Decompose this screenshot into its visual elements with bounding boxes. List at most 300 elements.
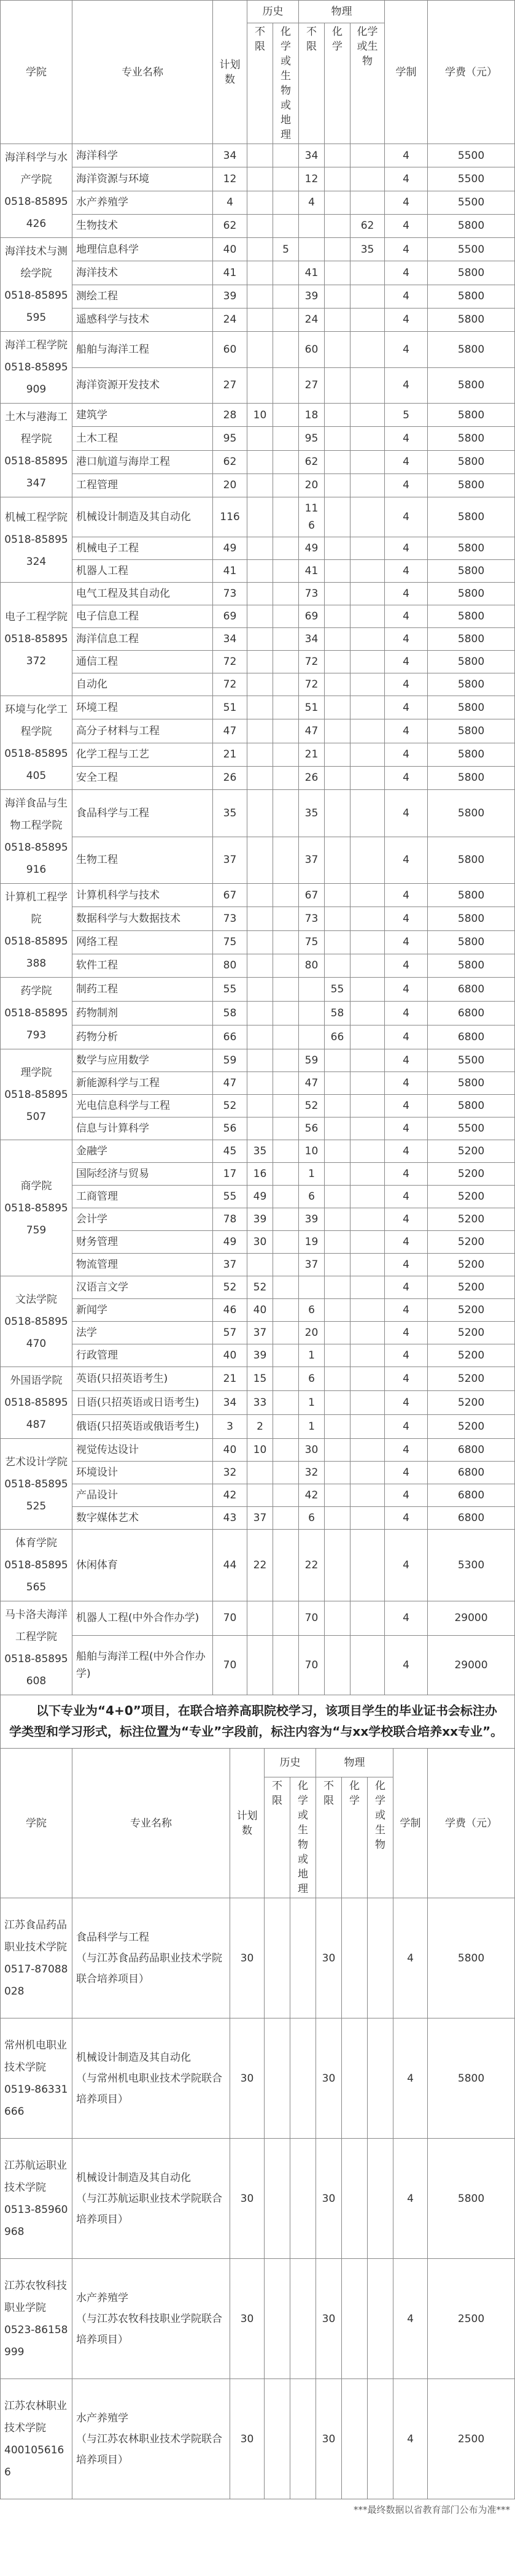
physics-chemistry: [325, 628, 350, 651]
physics-unlimited: 20: [299, 1322, 325, 1344]
duration-years: 4: [385, 1299, 428, 1322]
physics-unlimited: 72: [299, 673, 325, 696]
tuition-fee: 5200: [428, 1276, 515, 1299]
partner-college-cell: [1, 1898, 72, 2018]
duration-years: 4: [385, 560, 428, 583]
header-college: 学院: [1, 1749, 72, 1898]
physics-unlimited: 26: [299, 766, 325, 789]
physics-unlimited: 56: [299, 1117, 325, 1140]
tuition-fee: 5800: [428, 537, 515, 560]
plan-count: 30: [230, 1898, 265, 2018]
college-cell: [1, 1601, 72, 1695]
history-unlimited: [265, 2259, 290, 2379]
table-row: [1, 1072, 515, 1095]
physics-chemistry: [325, 537, 350, 560]
table-row: [1, 1601, 515, 1636]
tuition-fee: 5800: [428, 497, 515, 537]
major-name: [72, 1898, 230, 2018]
history-chem-bio-geo: [273, 560, 299, 583]
tuition-fee: 5200: [428, 1367, 515, 1391]
history-chem-bio-geo: [273, 1072, 299, 1095]
college-cell: [1, 1367, 72, 1439]
major-name: 海洋资源开发技术: [72, 367, 213, 404]
history-unlimited: 22: [247, 1530, 273, 1601]
cell-text: 机械工程学院 0518-85895324: [4, 512, 68, 568]
table-row: [1, 651, 515, 673]
table-row: [1, 930, 515, 954]
tuition-fee: 5800: [428, 930, 515, 954]
physics-chemistry: [325, 332, 350, 368]
physics-chemistry: [325, 790, 350, 837]
major-name: 自动化: [72, 673, 213, 696]
history-chem-bio-geo: [273, 1140, 299, 1163]
physics-unlimited: 69: [299, 605, 325, 628]
tuition-fee: 5800: [428, 367, 515, 404]
duration-years: 4: [385, 261, 428, 285]
plan-count: 67: [213, 884, 247, 907]
header-major: 专业名称: [72, 1, 213, 144]
duration-years: 4: [385, 1276, 428, 1299]
table-row: [1, 1140, 515, 1163]
history-chem-bio-geo: [273, 1507, 299, 1530]
tuition-fee: 5200: [428, 1415, 515, 1439]
cell-text: 文法学院 0518-85895470: [4, 1293, 68, 1350]
cell-text: 艺术设计学院 0518-85895525: [4, 1455, 68, 1512]
physics-chem-or-bio: [368, 2139, 393, 2259]
physics-chem-or-bio: [350, 144, 385, 167]
table-row: [1, 1322, 515, 1344]
tuition-fee: 5800: [428, 2139, 515, 2259]
physics-chemistry: [325, 1049, 350, 1072]
duration-years: 4: [385, 954, 428, 977]
history-unlimited: 2: [247, 1415, 273, 1439]
plan-count: 43: [213, 1507, 247, 1530]
physics-unlimited: 22: [299, 1530, 325, 1601]
physics-chem-or-bio: [350, 261, 385, 285]
plan-count: 46: [213, 1299, 247, 1322]
duration-years: 4: [385, 144, 428, 167]
joint-program-table: [0, 1748, 515, 2499]
plan-count: 60: [213, 332, 247, 368]
duration-years: 4: [385, 238, 428, 261]
duration-years: 4: [385, 628, 428, 651]
physics-unlimited: 6: [299, 1299, 325, 1322]
history-chem-bio-geo: [273, 1208, 299, 1231]
major-name: 产品设计: [72, 1484, 213, 1507]
joint-table-row: [1, 2379, 515, 2499]
duration-years: 4: [385, 1439, 428, 1462]
physics-chemistry: [325, 1391, 350, 1415]
duration-years: 4: [385, 167, 428, 191]
major-name: 遥感科学与技术: [72, 308, 213, 331]
physics-chem-or-bio: [350, 308, 385, 331]
physics-chemistry: [325, 367, 350, 404]
tuition-fee: 5200: [428, 1140, 515, 1163]
college-cell: [1, 696, 72, 790]
table-row: [1, 673, 515, 696]
history-unlimited: 37: [247, 1322, 273, 1344]
cell-text: 海洋食品与生物工程学院 0518-85895916: [4, 797, 68, 876]
table-row: [1, 427, 515, 450]
physics-unlimited: 41: [299, 560, 325, 583]
duration-years: 4: [385, 605, 428, 628]
history-unlimited: [247, 560, 273, 583]
duration-years: 4: [385, 1530, 428, 1601]
physics-chemistry: [325, 837, 350, 884]
history-chem-bio-geo: [273, 1462, 299, 1484]
major-name: 法学: [72, 1322, 213, 1344]
college-cell: [1, 497, 72, 583]
physics-chemistry: [325, 719, 350, 743]
physics-chemistry: [325, 1507, 350, 1530]
physics-chem-or-bio: [350, 884, 385, 907]
physics-chemistry: [325, 673, 350, 696]
plan-count: 30: [230, 2018, 265, 2139]
history-chem-bio-geo: [273, 497, 299, 537]
partner-college-cell: [1, 2379, 72, 2499]
history-unlimited: [265, 2018, 290, 2139]
history-unlimited: [247, 1002, 273, 1025]
physics-chem-or-bio: [350, 167, 385, 191]
plan-count: 17: [213, 1163, 247, 1186]
physics-chemistry: [325, 560, 350, 583]
plan-count: 51: [213, 696, 247, 719]
college-cell: [1, 978, 72, 1049]
physics-chemistry: [325, 907, 350, 930]
cell-text: 食品科学与工程 （与江苏食品药品职业技术学院联合培养项目）: [76, 1931, 222, 1985]
physics-chem-or-bio: [350, 1276, 385, 1299]
tuition-fee: 5200: [428, 1186, 515, 1208]
physics-chem-or-bio: [350, 332, 385, 368]
duration-years: 4: [385, 1367, 428, 1391]
history-chem-bio-geo: [290, 2379, 316, 2499]
history-chem-bio-geo: [273, 332, 299, 368]
tuition-fee: 5800: [428, 837, 515, 884]
physics-chem-or-bio: [350, 1163, 385, 1186]
physics-unlimited: 34: [299, 144, 325, 167]
major-name: 国际经济与贸易: [72, 1163, 213, 1186]
duration-years: 4: [385, 1025, 428, 1049]
table-row: [1, 1462, 515, 1484]
duration-years: 4: [385, 1095, 428, 1117]
duration-years: 4: [385, 719, 428, 743]
plan-count: 21: [213, 1367, 247, 1391]
duration-years: 4: [385, 427, 428, 450]
tuition-fee: 5800: [428, 651, 515, 673]
table-row: [1, 214, 515, 237]
physics-chem-or-bio: [350, 743, 385, 766]
plan-count: 78: [213, 1208, 247, 1231]
duration-years: 4: [385, 1117, 428, 1140]
history-unlimited: 10: [247, 404, 273, 427]
history-unlimited: 35: [247, 1140, 273, 1163]
plan-count: 116: [213, 497, 247, 537]
tuition-fee: 5800: [428, 907, 515, 930]
header-history: 历史: [247, 1, 299, 23]
history-unlimited: [247, 497, 273, 537]
history-chem-bio-geo: [273, 1344, 299, 1367]
history-chem-bio-geo: [273, 1601, 299, 1636]
physics-chem-or-bio: [350, 766, 385, 789]
plan-count: 4: [213, 191, 247, 214]
physics-chemistry: [325, 954, 350, 977]
college-cell: [1, 583, 72, 696]
history-chem-bio-geo: [273, 1391, 299, 1415]
physics-chemistry: [325, 1095, 350, 1117]
major-name: 通信工程: [72, 651, 213, 673]
plan-count: 47: [213, 1072, 247, 1095]
physics-chem-or-bio: [350, 1002, 385, 1025]
duration-years: 4: [385, 1601, 428, 1636]
table-row: [1, 1095, 515, 1117]
physics-chem-or-bio: [350, 837, 385, 884]
physics-unlimited: 116: [299, 497, 325, 537]
header-duration: 学制: [393, 1749, 428, 1898]
duration-years: 4: [385, 308, 428, 331]
plan-count: 37: [213, 837, 247, 884]
major-name: 测绘工程: [72, 285, 213, 308]
physics-chem-or-bio: [368, 1898, 393, 2018]
plan-count: 12: [213, 167, 247, 191]
major-name: 新能源科学与工程: [72, 1072, 213, 1095]
plan-count: 34: [213, 628, 247, 651]
joint-program-notice: 以下专业为“4+0”项目，在联合培养高职院校学习，该项目学生的毕业证书会标注办学类型和学习形式，标注位置为“专业”字段前，标注内容为“与xx学校联合培养xx专业”。: [0, 1695, 515, 1748]
major-name: 计算机科学与技术: [72, 884, 213, 907]
table-row: [1, 1299, 515, 1322]
physics-chem-or-bio: [350, 1072, 385, 1095]
header-physics-unlimited: 不限: [316, 1777, 342, 1898]
physics-chemistry: [325, 605, 350, 628]
plan-count: 27: [213, 367, 247, 404]
plan-count: 34: [213, 1391, 247, 1415]
table-row: [1, 261, 515, 285]
history-chem-bio-geo: [273, 214, 299, 237]
physics-unlimited: 30: [316, 2018, 342, 2139]
plan-count: 37: [213, 1254, 247, 1276]
tuition-fee: 6800: [428, 1507, 515, 1530]
history-chem-bio-geo: [273, 308, 299, 331]
major-name: 数据科学与大数据技术: [72, 907, 213, 930]
physics-chem-or-bio: [350, 651, 385, 673]
history-unlimited: [247, 1254, 273, 1276]
major-name: 生物技术: [72, 214, 213, 237]
major-name: [72, 2379, 230, 2499]
college-cell: [1, 144, 72, 238]
physics-chem-or-bio: [350, 191, 385, 214]
physics-unlimited: 73: [299, 583, 325, 605]
major-name: 信息与计算科学: [72, 1117, 213, 1140]
history-chem-bio-geo: [273, 1439, 299, 1462]
duration-years: 4: [385, 473, 428, 497]
physics-unlimited: 30: [299, 1439, 325, 1462]
table-row: [1, 1507, 515, 1530]
history-unlimited: 30: [247, 1231, 273, 1254]
physics-chemistry: [325, 930, 350, 954]
plan-count: 52: [213, 1095, 247, 1117]
history-unlimited: 39: [247, 1208, 273, 1231]
physics-chemistry: [325, 1140, 350, 1163]
history-chem-bio-geo: [273, 404, 299, 427]
history-unlimited: [247, 907, 273, 930]
history-chem-bio-geo: [273, 1276, 299, 1299]
history-chem-bio-geo: [273, 1484, 299, 1507]
physics-chem-or-bio: [350, 1530, 385, 1601]
major-name: 药物制剂: [72, 1002, 213, 1025]
physics-chemistry: [325, 238, 350, 261]
table-row: [1, 238, 515, 261]
table-row: [1, 285, 515, 308]
physics-unlimited: 73: [299, 907, 325, 930]
plan-count: 56: [213, 1117, 247, 1140]
cell-text: 理学院 0518-85895507: [4, 1066, 68, 1123]
history-unlimited: 39: [247, 1344, 273, 1367]
physics-unlimited: 72: [299, 651, 325, 673]
plan-count: 44: [213, 1530, 247, 1601]
history-chem-bio-geo: [290, 1898, 316, 2018]
duration-years: 4: [385, 1049, 428, 1072]
history-chem-bio-geo: [273, 1299, 299, 1322]
history-unlimited: 49: [247, 1186, 273, 1208]
table-row: [1, 1415, 515, 1439]
plan-count: 21: [213, 743, 247, 766]
plan-count: 34: [213, 144, 247, 167]
table-row: [1, 1025, 515, 1049]
cell-text: 环境与化学工程学院 0518-85895405: [4, 703, 68, 782]
duration-years: 4: [385, 1415, 428, 1439]
header-college: 学院: [1, 1, 72, 144]
physics-unlimited: 30: [316, 2259, 342, 2379]
plan-count: 3: [213, 1415, 247, 1439]
physics-chem-or-bio: [350, 1601, 385, 1636]
history-unlimited: [247, 214, 273, 237]
duration-years: 4: [385, 367, 428, 404]
history-unlimited: [247, 790, 273, 837]
duration-years: 4: [385, 1231, 428, 1254]
duration-years: 4: [385, 1344, 428, 1367]
major-name: 船舶与海洋工程(中外合作办学): [72, 1635, 213, 1695]
header-fee: 学费（元）: [428, 1, 515, 144]
physics-unlimited: 80: [299, 954, 325, 977]
physics-unlimited: [299, 238, 325, 261]
physics-chem-or-bio: [350, 1635, 385, 1695]
physics-chem-or-bio: [350, 1095, 385, 1117]
history-unlimited: [247, 285, 273, 308]
table-row: [1, 332, 515, 368]
physics-chemistry: [325, 696, 350, 719]
table-row: [1, 191, 515, 214]
physics-chemistry: [325, 1254, 350, 1276]
tuition-fee: 5200: [428, 1391, 515, 1415]
table-row: [1, 1484, 515, 1507]
physics-chemistry: [325, 427, 350, 450]
tuition-fee: 5200: [428, 1208, 515, 1231]
physics-unlimited: [299, 1276, 325, 1299]
college-cell: [1, 1530, 72, 1601]
partner-college-cell: [1, 2139, 72, 2259]
college-cell: [1, 238, 72, 332]
duration-years: 4: [393, 1898, 428, 2018]
physics-chemistry: [325, 473, 350, 497]
physics-chemistry: [325, 214, 350, 237]
major-name: 休闲体育: [72, 1530, 213, 1601]
plan-count: 41: [213, 560, 247, 583]
physics-chem-or-bio: [350, 1367, 385, 1391]
duration-years: 4: [385, 1140, 428, 1163]
tuition-fee: 5500: [428, 144, 515, 167]
tuition-fee: 5800: [428, 560, 515, 583]
physics-unlimited: 6: [299, 1367, 325, 1391]
table-row: [1, 628, 515, 651]
table-row: [1, 1117, 515, 1140]
tuition-fee: 5800: [428, 743, 515, 766]
history-chem-bio-geo: [273, 743, 299, 766]
physics-chem-or-bio: [350, 583, 385, 605]
history-unlimited: [247, 1117, 273, 1140]
physics-chemistry: [325, 1117, 350, 1140]
history-chem-bio-geo: [273, 1095, 299, 1117]
physics-unlimited: [299, 1002, 325, 1025]
history-chem-bio-geo: [273, 1163, 299, 1186]
duration-years: 4: [385, 1462, 428, 1484]
physics-chemistry: [325, 1231, 350, 1254]
plan-count: 35: [213, 790, 247, 837]
table-row: [1, 404, 515, 427]
tuition-fee: 5200: [428, 1163, 515, 1186]
duration-years: 4: [385, 332, 428, 368]
physics-chem-or-bio: [350, 1254, 385, 1276]
table-row: [1, 1049, 515, 1072]
major-name: 机器人工程(中外合作办学): [72, 1601, 213, 1636]
major-name: 海洋资源与环境: [72, 167, 213, 191]
history-chem-bio-geo: [273, 884, 299, 907]
physics-chem-or-bio: [350, 1344, 385, 1367]
history-unlimited: [247, 1462, 273, 1484]
cell-text: 江苏航运职业技术学院 0513-85960968: [4, 2159, 68, 2238]
header-history-chem-bio-geo: 化学或生物或地理: [273, 23, 299, 144]
duration-years: 4: [385, 191, 428, 214]
duration-years: 4: [385, 450, 428, 473]
physics-chem-or-bio: [350, 978, 385, 1002]
physics-chem-or-bio: [350, 696, 385, 719]
physics-chemistry: [325, 1322, 350, 1344]
physics-chemistry: [325, 1484, 350, 1507]
history-chem-bio-geo: [273, 719, 299, 743]
duration-years: 4: [385, 1186, 428, 1208]
major-name: 海洋科学: [72, 144, 213, 167]
physics-chemistry: [325, 1276, 350, 1299]
tuition-fee: 6800: [428, 1002, 515, 1025]
history-chem-bio-geo: [290, 2139, 316, 2259]
physics-chem-or-bio: [350, 790, 385, 837]
physics-chemistry: [325, 1530, 350, 1601]
table-row: [1, 497, 515, 537]
header-plan: 计划数: [230, 1749, 265, 1898]
history-chem-bio-geo: [273, 978, 299, 1002]
tuition-fee: 5800: [428, 308, 515, 331]
history-chem-bio-geo: [273, 696, 299, 719]
tuition-fee: 5800: [428, 673, 515, 696]
physics-unlimited: 34: [299, 628, 325, 651]
table-row: [1, 907, 515, 930]
plan-count: 73: [213, 907, 247, 930]
duration-years: 4: [385, 537, 428, 560]
major-name: 安全工程: [72, 766, 213, 789]
table-row: [1, 167, 515, 191]
physics-chem-or-bio: [350, 1507, 385, 1530]
duration-years: 4: [385, 1254, 428, 1276]
table-row: [1, 837, 515, 884]
major-name: 机械电子工程: [72, 537, 213, 560]
